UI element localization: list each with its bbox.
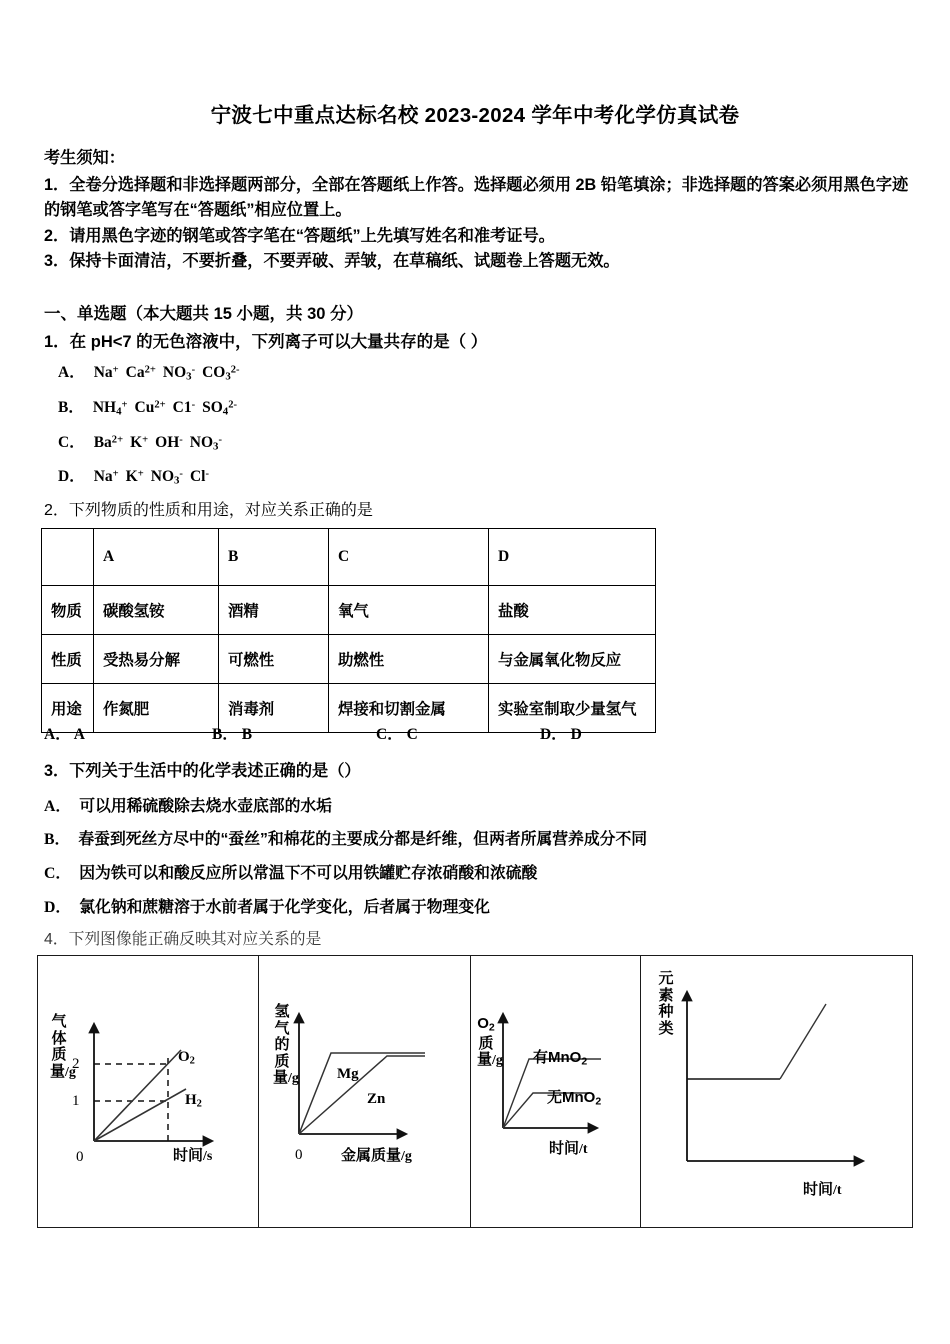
ion-c1: C1- bbox=[172, 399, 196, 416]
option-label: A． bbox=[44, 726, 71, 743]
cell-substance-b: 酒精 bbox=[219, 586, 329, 635]
option-label: D． bbox=[58, 468, 85, 485]
cell-property-c: 助燃性 bbox=[329, 635, 489, 684]
figure-c-y-axis-label: $O_2$质量/g bbox=[477, 1015, 503, 1069]
cell-substance-c: 氧气 bbox=[329, 586, 489, 635]
question-1-stem: 1．在 pH<7 的无色溶液中，下列离子可以大量共存的是（ ） bbox=[44, 333, 488, 351]
figure-b-x-axis-label: 金属质量/g bbox=[341, 1147, 412, 1164]
cell-use-b: 消毒剂 bbox=[219, 684, 329, 733]
option-label: B． bbox=[44, 831, 71, 848]
figure-d-plot bbox=[641, 956, 912, 1229]
ion-co3: $CO_3^{2-}$ bbox=[202, 364, 240, 383]
figure-a-curve-label-o2: $O_2$ bbox=[178, 1049, 195, 1067]
table-row bbox=[42, 635, 656, 684]
question-1-option-b[interactable] bbox=[58, 395, 244, 417]
question-4-figure-panel bbox=[37, 955, 913, 1228]
figure-d-x-axis-label: 时间/t bbox=[803, 1181, 842, 1198]
figure-c-x-axis-label: 时间/t bbox=[549, 1140, 588, 1157]
row-label-property: 性质 bbox=[42, 635, 94, 684]
cell-property-d: 与金属氧化物反应 bbox=[489, 635, 656, 684]
option-text: B bbox=[241, 726, 253, 743]
cell-property-a: 受热易分解 bbox=[94, 635, 219, 684]
option-label: D． bbox=[44, 899, 72, 916]
cell-use-d: 实验室制取少量氢气 bbox=[489, 684, 656, 733]
table-col-header-a: A bbox=[94, 529, 219, 586]
figure-d-y-axis-label: 元素种类 bbox=[658, 970, 674, 1037]
ion-na: Na+ bbox=[93, 468, 119, 485]
ion-nh4: $NH_4^+$ bbox=[92, 399, 128, 418]
question-3-option-b[interactable] bbox=[44, 826, 647, 849]
cell-use-a: 作氮肥 bbox=[94, 684, 219, 733]
table-corner-cell bbox=[42, 529, 94, 586]
figure-c-curve-label-with-mno2: 有MnO$_2$ bbox=[533, 1049, 588, 1068]
row-label-use: 用途 bbox=[42, 684, 94, 733]
option-text: C bbox=[406, 726, 418, 743]
question-2-option-a[interactable] bbox=[44, 722, 85, 744]
option-label: B． bbox=[212, 726, 238, 743]
notice-item-2: 2．请用黑色字迹的钢笔或答字笔在“答题纸”上先填写姓名和准考证号。 bbox=[44, 226, 555, 245]
figure-b-origin-label: 0 bbox=[295, 1147, 303, 1163]
question-2-option-b[interactable] bbox=[212, 722, 252, 744]
notice-item-1: 1．全卷分选择题和非选择题两部分，全部在答题纸上作答。选择题必须用 2B 铅笔填涂；非选择题的答案必须用黑色字迹的钢笔或答字笔写在“答题纸”相应位置上。 bbox=[44, 175, 909, 219]
cell-substance-a: 碳酸氢铵 bbox=[94, 586, 219, 635]
figure-a-ytick-1: 1 bbox=[72, 1093, 80, 1109]
cell-property-b: 可燃性 bbox=[219, 635, 329, 684]
figure-b-y-axis-label: 氢气的质量/g bbox=[273, 1003, 299, 1086]
figure-a-curve-label-h2: $H_2$ bbox=[185, 1092, 202, 1110]
question-1-option-d[interactable] bbox=[58, 464, 216, 486]
question-3-option-c[interactable] bbox=[44, 860, 537, 883]
notice-heading: 考生须知： bbox=[44, 149, 125, 167]
ion-no3: $NO_3^-$ bbox=[189, 434, 222, 453]
question-4-stem: 4．下列图像能正确反映其对应关系的是 bbox=[44, 931, 322, 948]
question-2-stem: 2．下列物质的性质和用途，对应关系正确的是 bbox=[44, 502, 373, 519]
figure-b bbox=[259, 956, 471, 1227]
question-2-option-d[interactable] bbox=[540, 722, 582, 744]
question-1-option-c[interactable] bbox=[58, 430, 229, 452]
table-col-header-b: B bbox=[219, 529, 329, 586]
figure-d bbox=[641, 956, 912, 1227]
ion-k: K+ bbox=[125, 468, 144, 485]
option-text: D bbox=[570, 726, 582, 743]
table-row bbox=[42, 586, 656, 635]
ion-k: K+ bbox=[130, 434, 149, 451]
option-text: 氯化钠和蔗糖溶于水前者属于化学变化，后者属于物理变化 bbox=[79, 899, 490, 916]
row-label-substance: 物质 bbox=[42, 586, 94, 635]
figure-a-origin-label: 0 bbox=[76, 1149, 84, 1165]
figure-a-ytick-2: 2 bbox=[72, 1056, 80, 1072]
table-header-row bbox=[42, 529, 656, 586]
notice-item-3: 3．保持卡面清洁，不要折叠，不要弄破、弄皱，在草稿纸、试题卷上答题无效。 bbox=[44, 252, 620, 270]
figure-c-curve-label-without-mno2: 无MnO$_2$ bbox=[547, 1089, 602, 1108]
candidate-notice bbox=[44, 146, 912, 275]
figure-a-x-axis-label: 时间/s bbox=[173, 1147, 213, 1164]
option-label: D． bbox=[540, 726, 567, 743]
figure-a bbox=[38, 956, 259, 1227]
cell-use-c: 焊接和切割金属 bbox=[329, 684, 489, 733]
ion-na: Na+ bbox=[93, 364, 119, 381]
option-text: 因为铁可以和酸反应所以常温下不可以用铁罐贮存浓硝酸和浓硫酸 bbox=[79, 865, 538, 882]
option-label: C． bbox=[376, 726, 403, 743]
ion-ca: $Ca^{2+}$ bbox=[125, 364, 156, 381]
option-label: C． bbox=[58, 434, 85, 451]
table-col-header-c: C bbox=[329, 529, 489, 586]
ion-ba: $Ba^{2+}$ bbox=[93, 434, 124, 451]
question-3-stem: 3．下列关于生活中的化学表述正确的是（） bbox=[44, 762, 361, 780]
section-heading: 一、单选题（本大题共 15 小题，共 30 分） bbox=[44, 305, 364, 323]
ion-cl: Cl- bbox=[189, 468, 209, 485]
figure-b-curve-label-mg: Mg bbox=[337, 1066, 359, 1082]
question-3-option-d[interactable] bbox=[44, 894, 490, 917]
question-2-table bbox=[41, 528, 656, 733]
question-1-option-a[interactable] bbox=[58, 360, 247, 382]
ion-so4: $SO_4^{2-}$ bbox=[202, 399, 237, 418]
option-text: A bbox=[73, 726, 85, 743]
figure-a-y-axis-label: 气体质量/g bbox=[50, 1013, 76, 1080]
figure-c bbox=[471, 956, 641, 1227]
table-col-header-d: D bbox=[489, 529, 656, 586]
option-label: A． bbox=[58, 364, 85, 381]
question-3-option-a[interactable] bbox=[44, 793, 332, 816]
ion-cu: $Cu^{2+}$ bbox=[134, 399, 166, 416]
figure-b-curve-label-zn: Zn bbox=[367, 1091, 386, 1107]
option-text: 可以用稀硫酸除去烧水壶底部的水垢 bbox=[79, 798, 332, 815]
ion-no3: $NO_3^-$ bbox=[162, 364, 196, 383]
option-label: A． bbox=[44, 798, 72, 815]
ion-oh: OH- bbox=[155, 434, 183, 451]
question-2-option-c[interactable] bbox=[376, 722, 418, 744]
page-title: 宁波七中重点达标名校 2023-2024 学年中考化学仿真试卷 bbox=[210, 104, 740, 127]
figure-b-plot bbox=[259, 956, 471, 1229]
option-label: C． bbox=[44, 865, 72, 882]
option-text: 春蚕到死丝方尽中的“蚕丝”和棉花的主要成分都是纤维，但两者所属营养成分不同 bbox=[78, 831, 648, 848]
ion-no3: $NO_3^-$ bbox=[150, 468, 183, 487]
option-label: B． bbox=[58, 399, 84, 416]
cell-substance-d: 盐酸 bbox=[489, 586, 656, 635]
